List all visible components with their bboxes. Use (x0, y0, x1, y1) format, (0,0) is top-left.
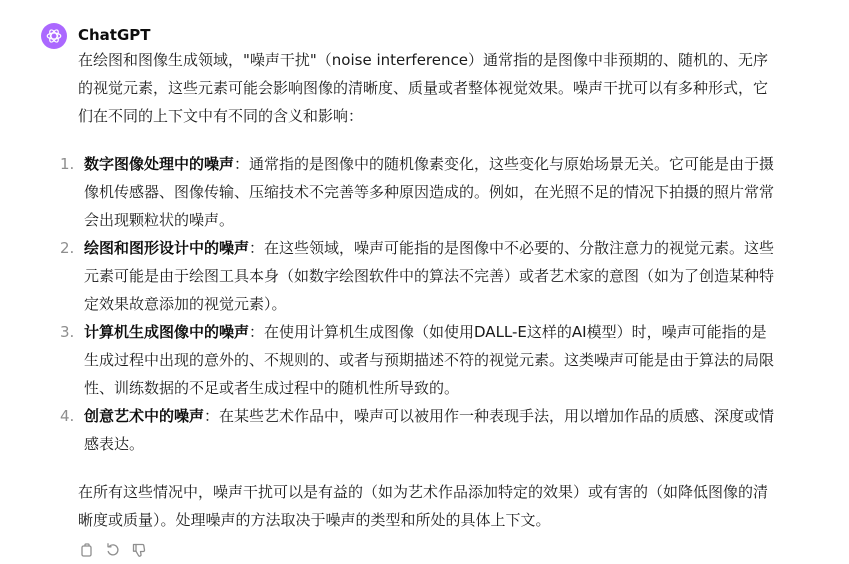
list-item-title: 计算机生成图像中的噪声 (84, 323, 250, 341)
list-item-body: ：在某些艺术作品中，噪声可以被用作一种表现手法，用以增加作品的质感、深度或情感表达。 (84, 407, 775, 453)
list-item (60, 402, 778, 458)
list-item (60, 150, 778, 234)
list-item-body: ：在使用计算机生成图像（如使用DALL-E这样的AI模型）时，噪声可能指的是生成过程中出现的意外的、不规则的、或者与预期描述不符的视觉元素。这类噪声可能是由于算法的局限性、训练数据的不足或者生成过程中的随机性所导致的。 (84, 323, 775, 397)
openai-logo-icon (45, 27, 63, 45)
regenerate-icon (105, 542, 121, 558)
message-intro: 在绘图和图像生成领域，"噪声干扰"（noise interference）通常指的是图像中非预期的、随机的、无序的视觉元素，这些元素可能会影响图像的清晰度、质量或者整体视觉效果。噪声干扰可以有多种形式，它们在不同的上下文中有不同的含义和影响： (78, 51, 769, 125)
list-item-title: 创意艺术中的噪声 (84, 407, 205, 425)
message-actions (78, 541, 148, 559)
chatgpt-avatar (41, 23, 67, 49)
list-number: 4. (60, 407, 75, 425)
list-item (60, 318, 778, 402)
list-item-title: 数字图像处理中的噪声 (84, 155, 235, 173)
list-item-body: ：通常指的是图像中的随机像素变化，这些变化与原始场景无关。它可能是由于摄像机传感器、图像传输、压缩技术不完善等多种原因造成的。例如，在光照不足的情况下拍摄的照片常常会出现颗粒状的噪声。 (84, 155, 775, 229)
list-item-title: 绘图和图形设计中的噪声 (84, 239, 250, 257)
message-author: ChatGPT (78, 26, 151, 44)
list-number: 2. (60, 239, 75, 257)
list-number: 3. (60, 323, 75, 341)
message-closing: 在所有这些情况中，噪声干扰可以是有益的（如为艺术作品添加特定的效果）或有害的（如降低图像的清晰度或质量）。处理噪声的方法取决于噪声的类型和所处的具体上下文。 (78, 483, 769, 529)
list-item (60, 234, 778, 318)
list-number: 1. (60, 155, 75, 173)
dislike-button[interactable] (130, 541, 148, 559)
message-list (60, 150, 778, 458)
message-content (60, 46, 778, 534)
regenerate-button[interactable] (104, 541, 122, 559)
copy-button[interactable] (78, 541, 96, 559)
list-item-body: ：在这些领域，噪声可能指的是图像中不必要的、分散注意力的视觉元素。这些元素可能是由于绘图工具本身（如数字绘图软件中的算法不完善）或者艺术家的意图（如为了创造某种特定效果故意添加的视觉元素）。 (84, 239, 775, 313)
copy-icon (79, 542, 95, 558)
thumbs-down-icon (131, 542, 147, 558)
